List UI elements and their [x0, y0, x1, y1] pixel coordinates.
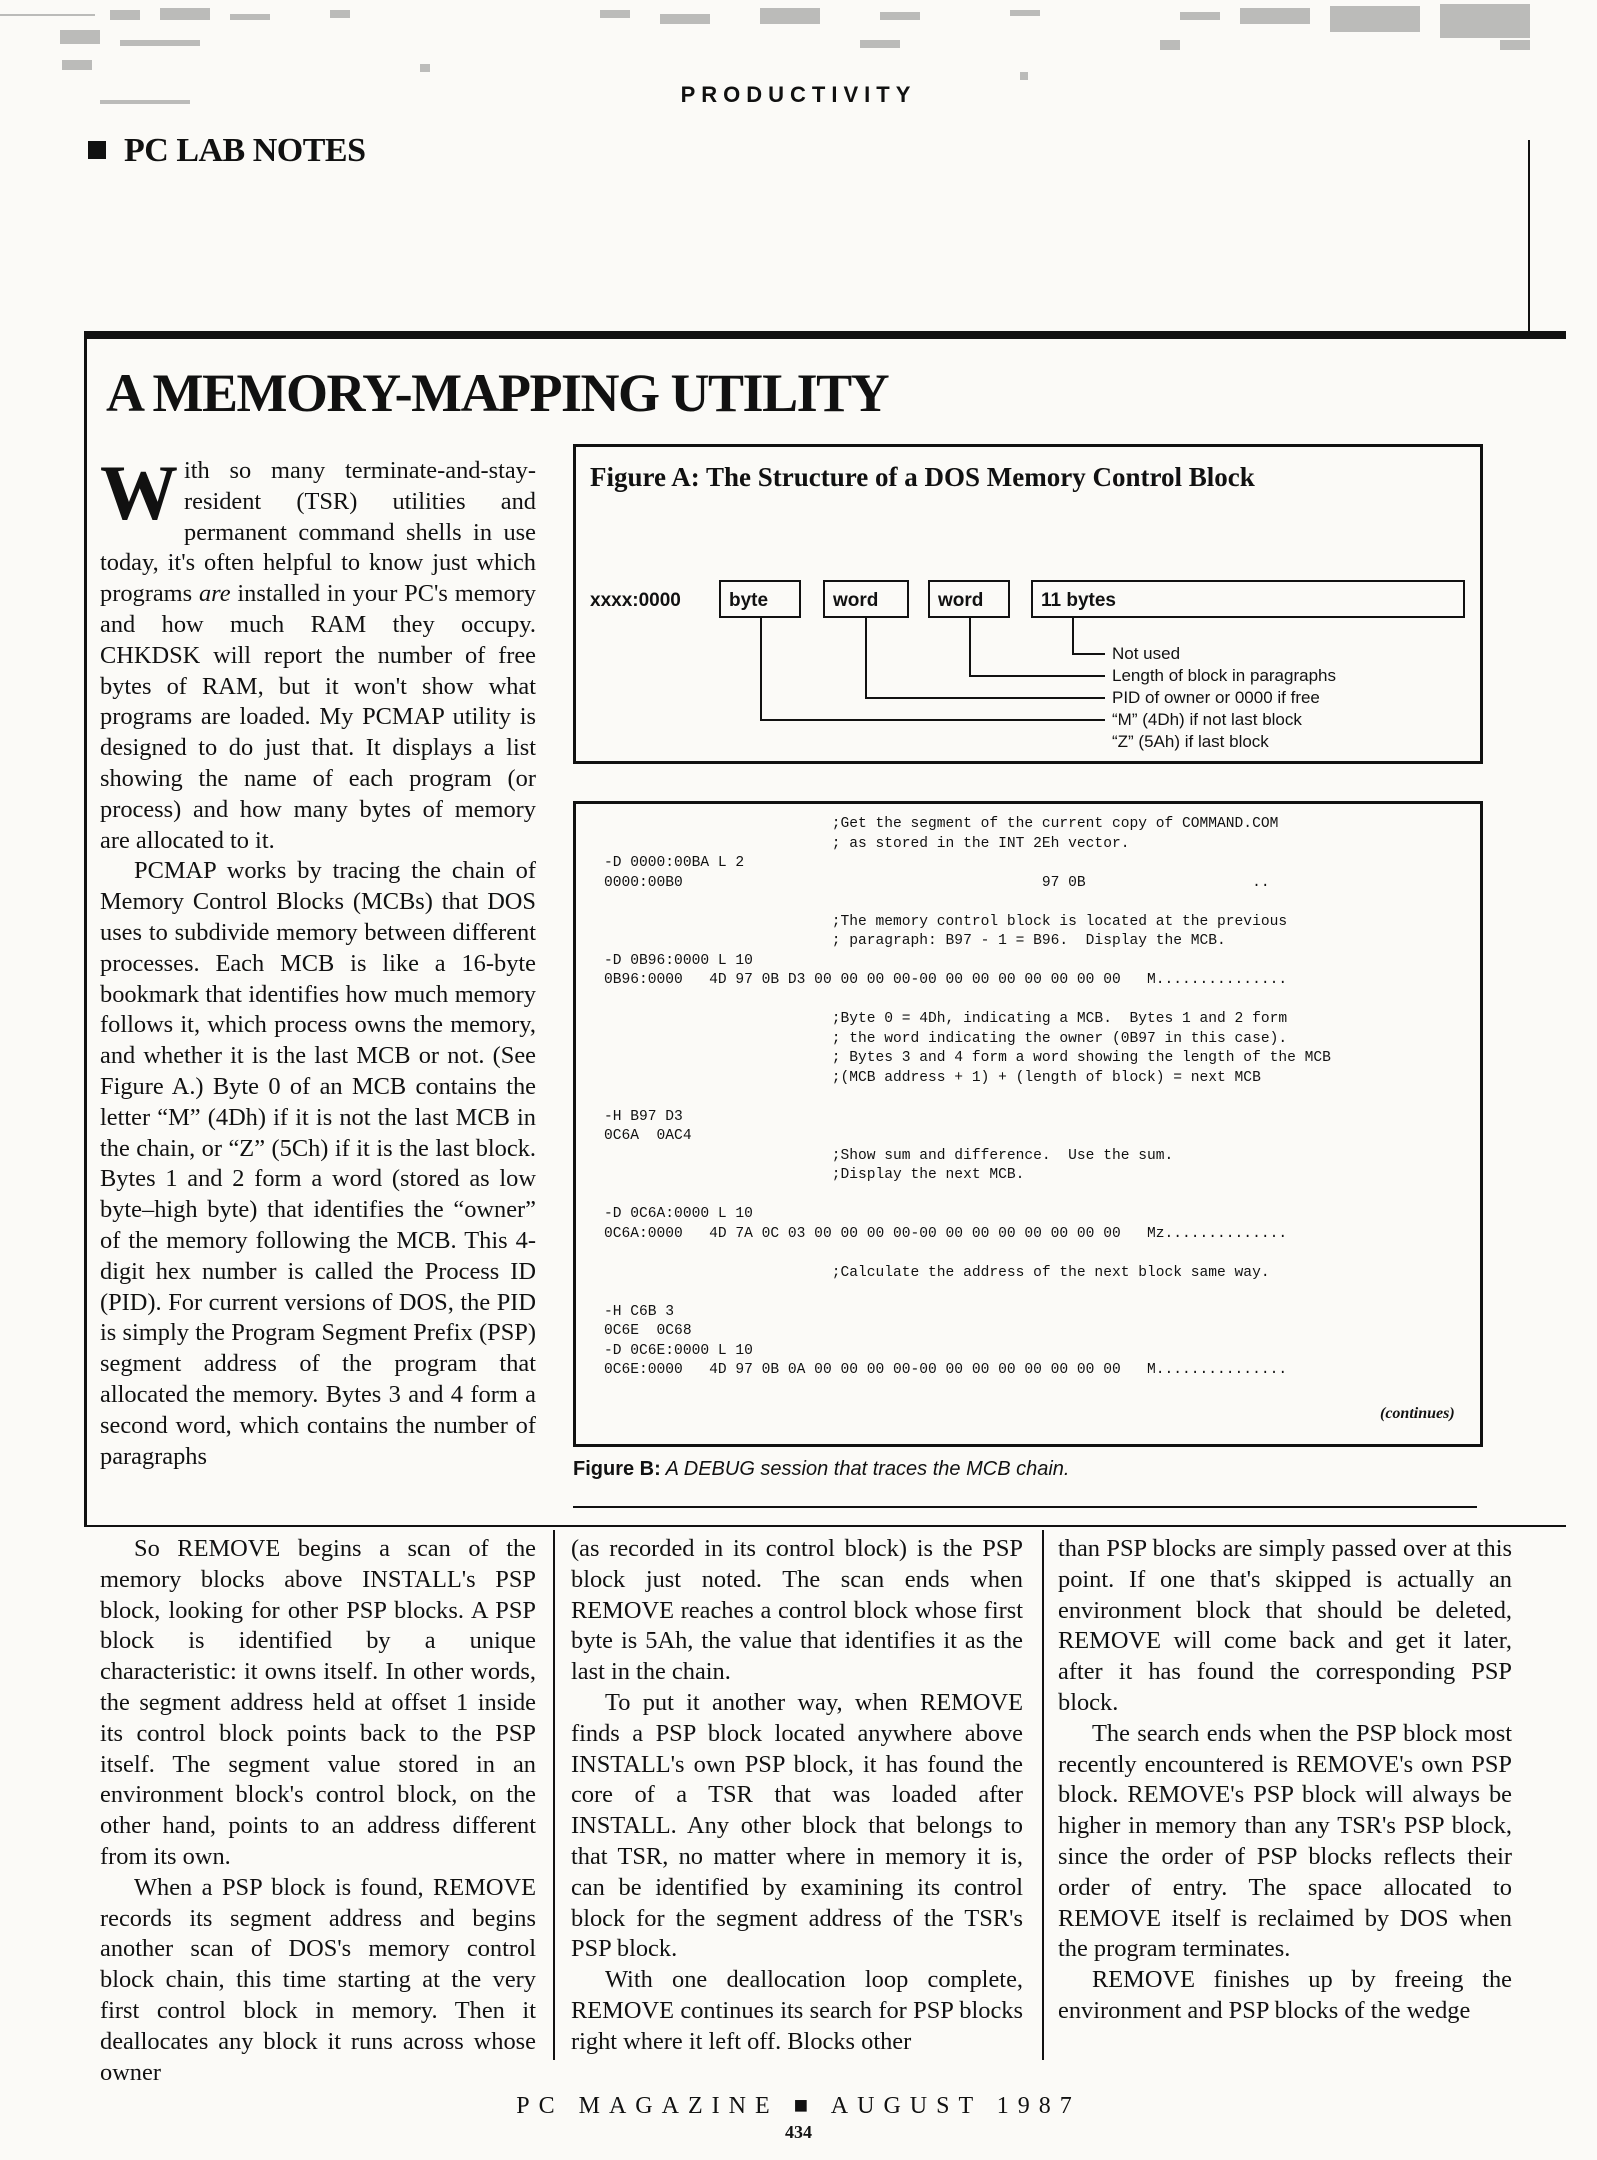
legend-length: Length of block in paragraphs: [1112, 666, 1336, 685]
col2-paragraph-1: (as recorded in its control block) is the PSP block just noted. The scan ends when REMOVE reaches a control block whose first byte is 5Ah, the value that identifies it as the last in the chain.: [571, 1535, 1023, 1686]
debug-line: -D 0C6E:0000 L 10: [604, 1342, 753, 1359]
lower-column-2: [571, 1534, 1023, 2058]
debug-line: 0B96:0000 4D 97 0B D3 00 00 00 00-00 00 00 00 00 00 00 00 M...............: [604, 972, 1288, 988]
col2-paragraph-2: To put it another way, when REMOVE finds a PSP block located anywhere above INSTALL's own PSP block, it has found the core of a TSR that was loaded after INSTALL. Any other block that belongs to that TSR, no matter where in memory it is, can be identified by examining its control block for the segment address of the TSR's PSP block.: [571, 1688, 1023, 1963]
dropcap: W: [100, 449, 178, 536]
debug-line: [604, 1186, 1464, 1206]
col2-paragraph-3: With one deallocation loop complete, REMOVE continues its search for PSP blocks right where it left off. Blocks other: [571, 1966, 1023, 2055]
debug-line: ;Get the segment of the current copy of COMMAND.COM: [604, 816, 1279, 832]
section-heading: [88, 132, 366, 170]
debug-line: -D 0C6A:0000 L 10: [604, 1206, 753, 1222]
mcb-field-word-1: word: [823, 580, 909, 618]
debug-line: -D 0000:00BA L 2: [604, 855, 745, 871]
figure-b-caption-text: A DEBUG session that traces the MCB chain.: [660, 1458, 1070, 1480]
debug-line: [604, 991, 1464, 1011]
figure-a-title: Figure A: The Structure of a DOS Memory Control Block: [590, 462, 1255, 492]
column-rule-1: [553, 1530, 555, 2060]
mcb-field-11-bytes: 11 bytes: [1031, 580, 1465, 618]
debug-line: ; Bytes 3 and 4 form a word showing the length of the MCB: [604, 1050, 1331, 1066]
debug-listing: [604, 815, 1464, 1381]
col1-paragraph-2: When a PSP block is found, REMOVE records its segment address and begins another scan of DOS's memory control block chain, this time starting at the very first control block in memory. Then it deallocates any block it runs across whose owner: [100, 1873, 536, 2086]
debug-line: ;Show sum and difference. Use the sum.: [604, 1147, 1174, 1164]
figure-a-leader-lines: [573, 444, 1477, 758]
article-title: A MEMORY-MAPPING UTILITY: [106, 363, 889, 423]
debug-line: [604, 1244, 1464, 1264]
intro-text: ith so many terminate-and-stay-resident (TSR) utilities and permanent command shells in use today, it's often helpful to know just which programs: [100, 457, 536, 608]
debug-line: [604, 1088, 1464, 1108]
debug-line: ; the word indicating the owner (0B97 in this case).: [604, 1030, 1288, 1047]
debug-line: ;Calculate the address of the next block same way.: [604, 1264, 1270, 1281]
debug-line: 0C6E:0000 4D 97 0B 0A 00 00 00 00-00 00 00 00 00 00 00 00 M...............: [604, 1362, 1288, 1378]
mcb-legend: [1112, 643, 1336, 753]
debug-line: ;(MCB address + 1) + (length of block) = next MCB: [604, 1069, 1261, 1086]
legend-not-used: Not used: [1112, 644, 1181, 663]
square-bullet-icon: [88, 141, 106, 159]
section-heading-text: PC LAB NOTES: [124, 132, 366, 169]
col1-paragraph-1: So REMOVE begins a scan of the memory blocks above INSTALL's PSP block, looking for other PSP blocks. A PSP block is identified by a unique characteristic: it owns itself. In other words, the segment address held at offset 1 inside its control block points back to the PSP itself. The segment value stored in an environment block's control block, on the other hand, points to an address different from its own.: [100, 1535, 536, 1870]
intro-column: [100, 449, 537, 1472]
debug-line: 0000:00B0 97 0B ..: [604, 874, 1270, 891]
debug-line: [604, 893, 1464, 913]
page-number: 434: [785, 2122, 812, 2142]
debug-line: ;Display the next MCB.: [604, 1167, 1025, 1183]
figure-b-caption-label: Figure B:: [573, 1458, 661, 1480]
notes-box-rule: [1528, 140, 1530, 332]
figure-b-underline: [573, 1506, 1477, 1508]
debug-line: 0C6A:0000 4D 7A 0C 03 00 00 00 00-00 00 00 00 00 00 00 00 Mz..............: [604, 1225, 1288, 1242]
debug-line: 0C6A 0AC4: [604, 1128, 692, 1144]
magazine-footer: PC MAGAZINE ■ AUGUST 1987: [516, 2093, 1081, 2119]
legend-m: “M” (4Dh) if not last block: [1112, 710, 1302, 729]
debug-line: ;Byte 0 = 4Dh, indicating a MCB. Bytes 1 and 2 form: [604, 1011, 1288, 1027]
lower-column-1: [100, 1534, 536, 2088]
debug-line: -H B97 D3: [604, 1108, 683, 1125]
legend-pid: PID of owner or 0000 if free: [1112, 688, 1320, 707]
pcmap-paragraph: PCMAP works by tracing the chain of Memory Control Blocks (MCBs) that DOS uses to subdivide memory between different processes. Each MCB is like a 16-byte bookmark that identifies how much memory follows it, which process owns the memory, and whether it is the last MCB or not. (See Figure A.) Byte 0 of an MCB contains the letter “M” (4Dh) if it is not the last MCB in the chain, or “Z” (5Ch) if it is the last block. Bytes 1 and 2 form a word (stored as low byte–high byte) that identifies the “owner” of the memory following the MCB. This 4-digit hex number is called the Process ID (PID). For current versions of DOS, the PID is simply the Program Segment Prefix (PSP) segment address of the program that allocated the memory. Bytes 3 and 4 form a second word, which contains the number of paragraphs: [100, 857, 536, 1470]
debug-line: -H C6B 3: [604, 1303, 675, 1320]
section-kicker: PRODUCTIVITY: [680, 82, 917, 107]
column-rule-2: [1042, 1530, 1044, 2060]
debug-line: -D 0B96:0000 L 10: [604, 952, 753, 969]
continues-label: (continues): [1380, 1405, 1455, 1422]
title-rule: [84, 331, 1566, 339]
legend-z: “Z” (5Ah) if last block: [1112, 732, 1269, 751]
col3-paragraph-1: than PSP blocks are simply passed over at this point. If one that's skipped is actually an environment block that should be deleted, REMOVE will come back and get it later, after it has found the corresponding PSP block.: [1058, 1535, 1512, 1716]
debug-line: ; as stored in the INT 2Eh vector.: [604, 835, 1130, 852]
lower-top-rule: [84, 1525, 1566, 1527]
segment-label: xxxx:0000: [590, 590, 681, 611]
intro-text-tail: installed in your PC's memory and how much RAM they occupy. CHKDSK will report the number of free bytes of RAM, but it won't show what programs are loaded. My PCMAP utility is designed to do just that. It displays a list showing the name of each program (or process) and how many bytes of memory are allocated to it.: [100, 580, 537, 854]
intro-emphasis: are: [198, 580, 231, 608]
debug-line: ; paragraph: B97 - 1 = B96. Display the MCB.: [604, 933, 1226, 949]
debug-line: 0C6E 0C68: [604, 1323, 692, 1339]
article-left-rule: [84, 335, 87, 1525]
debug-line: ;The memory control block is located at the previous: [604, 913, 1288, 930]
col3-paragraph-2: The search ends when the PSP block most recently encountered is REMOVE's own PSP block. REMOVE's PSP block will always be higher in memory than any TSR's PSP block, since the order of PSP blocks reflects their order of entry. The space allocated to REMOVE itself is reclaimed by DOS when the program terminates.: [1058, 1719, 1512, 1963]
figure-b-caption: [573, 1458, 1069, 1481]
col3-paragraph-3: REMOVE finishes up by freeing the environment and PSP blocks of the wedge: [1058, 1966, 1512, 2024]
debug-line: [604, 1283, 1464, 1303]
lower-column-3: [1058, 1534, 1512, 2027]
mcb-field-word-2: word: [928, 580, 1010, 618]
mcb-field-byte: byte: [719, 580, 801, 618]
